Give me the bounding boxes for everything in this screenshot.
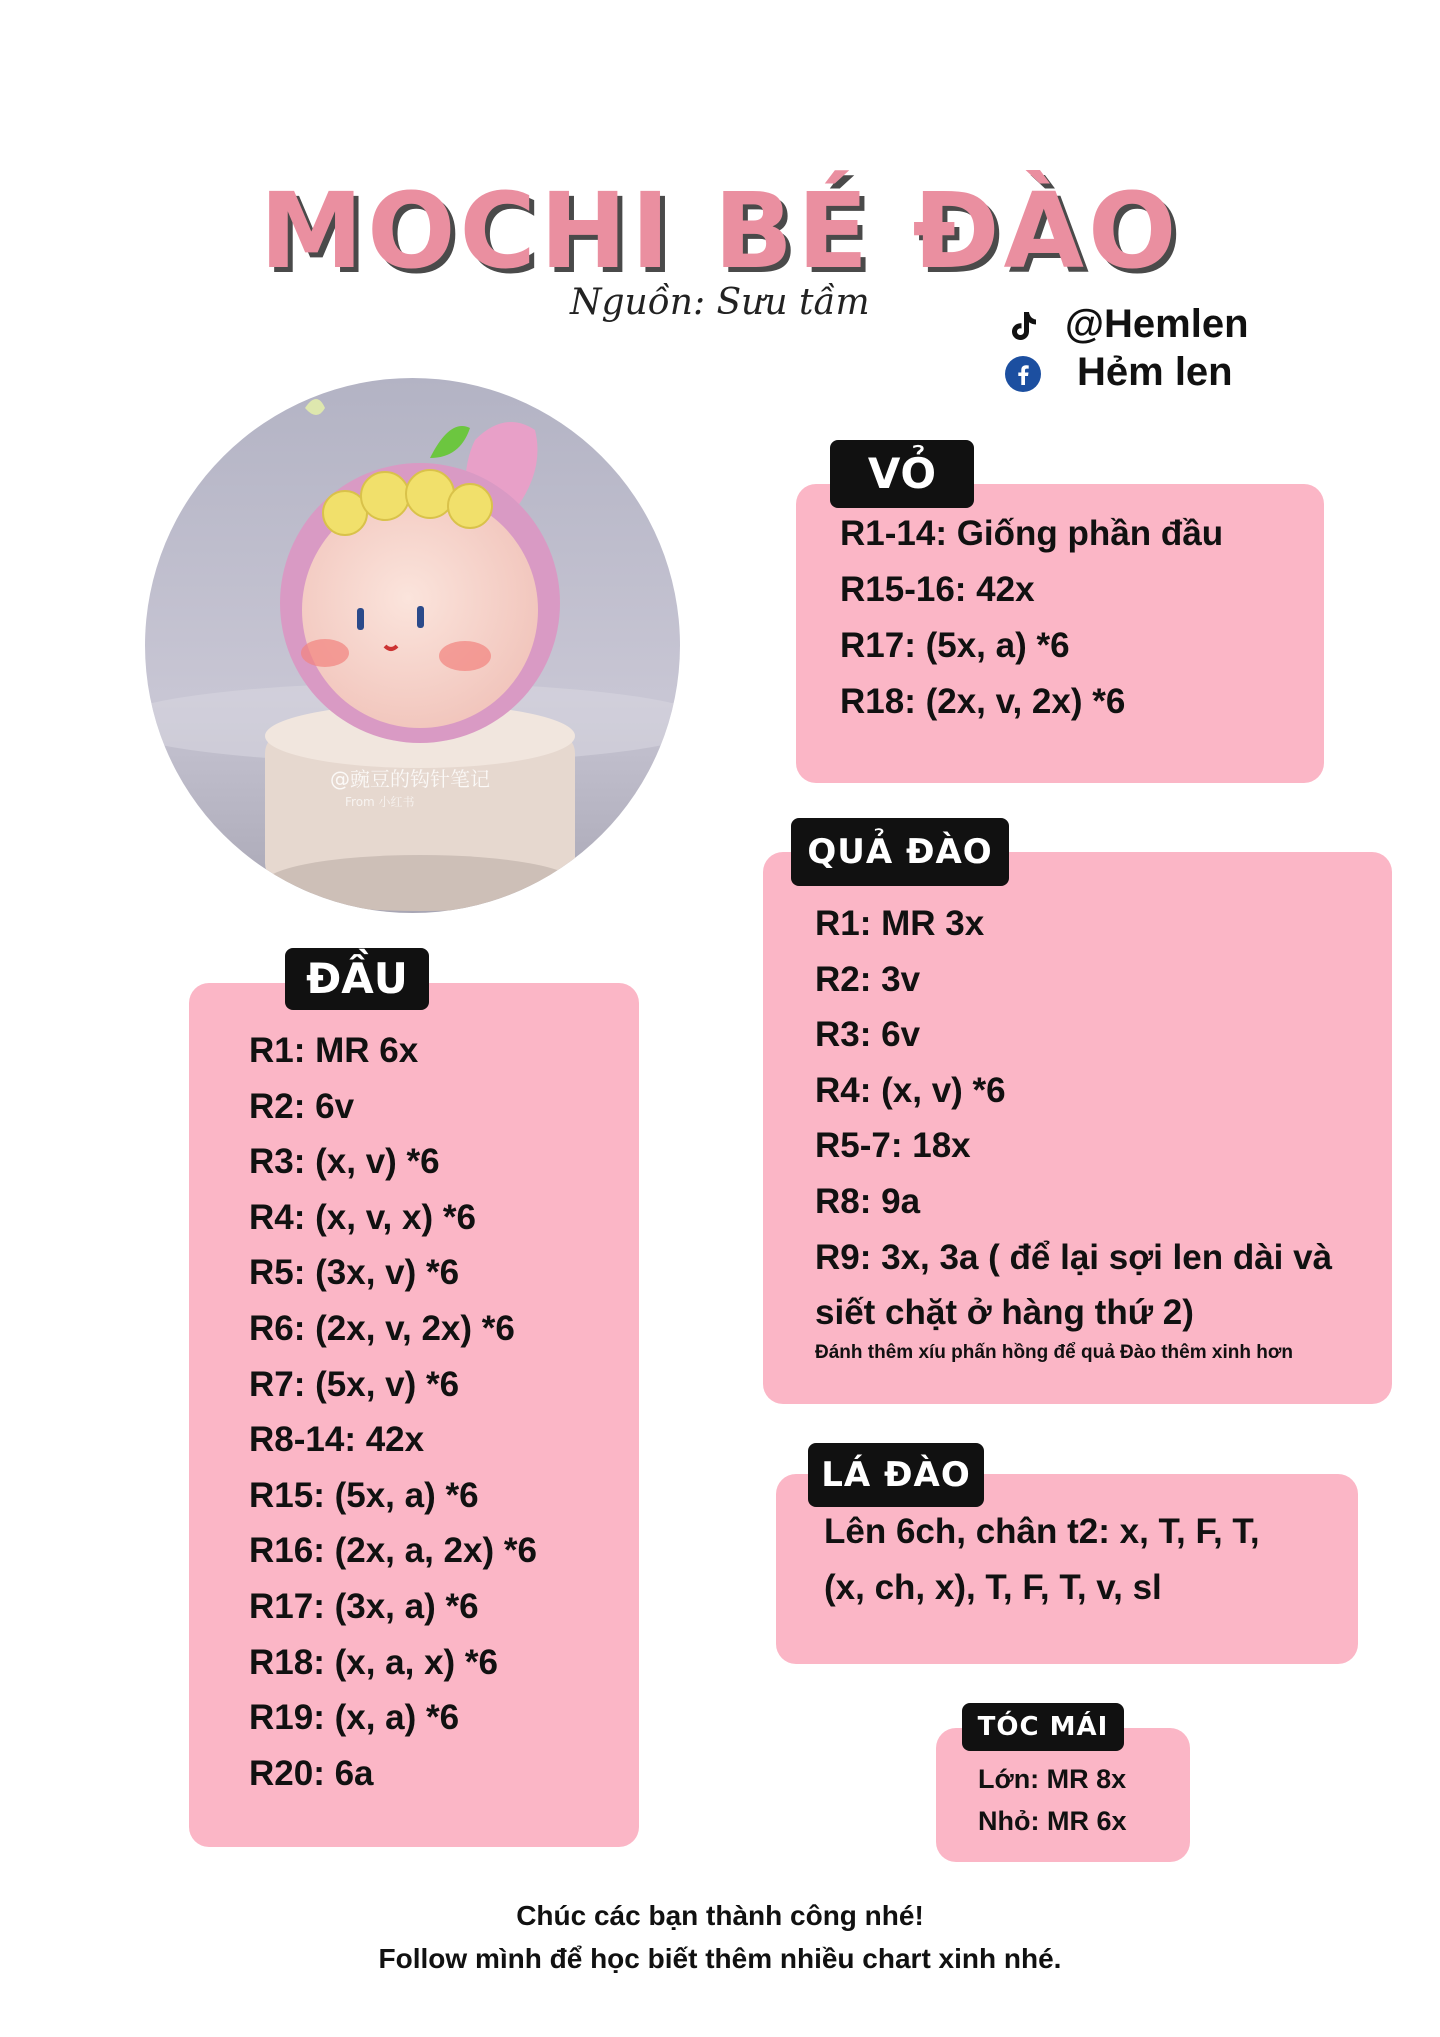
- tiktok-handle: @Hemlen: [1065, 302, 1249, 346]
- dau-line: R19: (x, a) *6: [249, 1698, 460, 1738]
- qua-dao-line: R4: (x, v) *6: [815, 1070, 1006, 1110]
- dau-label: ĐẦU: [285, 948, 429, 1010]
- dau-line: R8-14: 42x: [249, 1420, 425, 1460]
- qua-dao-line: R2: 3v: [815, 959, 921, 999]
- vo-label: VỎ: [830, 440, 974, 508]
- tiktok-icon: [1005, 308, 1041, 344]
- la-dao-line: (x, ch, x), T, F, T, v, sl: [824, 1567, 1162, 1607]
- section-qua-dao: [763, 852, 1392, 1404]
- dau-line: R15: (5x, a) *6: [249, 1475, 479, 1515]
- dau-line: R4: (x, v, x) *6: [249, 1197, 476, 1237]
- toc-mai-lines: [978, 1758, 1127, 1842]
- footer-line-1: Chúc các bạn thành công nhé!: [516, 1900, 924, 1931]
- qua-dao-line: siết chặt ở hàng thứ 2): [815, 1293, 1194, 1333]
- vo-line: R15-16: 42x: [840, 570, 1035, 609]
- footer-line-2: Follow mình để học biết thêm nhiều chart xinh nhé.: [378, 1943, 1062, 1974]
- dau-line: R1: MR 6x: [249, 1031, 419, 1070]
- dau-line: R5: (3x, v) *6: [249, 1253, 460, 1293]
- qua-dao-label: QUẢ ĐÀO: [791, 818, 1009, 886]
- dau-line: R2: 6v: [249, 1086, 355, 1126]
- vo-lines: [840, 506, 1223, 730]
- vo-line: R18: (2x, v, 2x) *6: [840, 682, 1126, 721]
- qua-dao-line: R8: 9a: [815, 1181, 921, 1221]
- photo-watermark: @豌豆的钩针笔记: [330, 767, 490, 791]
- source-credit: Nguồn: Sưu tầm: [570, 282, 870, 323]
- product-photo: [145, 378, 680, 913]
- dau-line: R6: (2x, v, 2x) *6: [249, 1308, 515, 1348]
- dau-line: R3: (x, v) *6: [249, 1142, 440, 1182]
- page-title: MOCHI BÉ ĐÀO: [259, 170, 1181, 292]
- la-dao-line: Lên 6ch, chân t2: x, T, F, T,: [824, 1512, 1260, 1551]
- toc-mai-line: Nhỏ: MR 6x: [978, 1806, 1127, 1836]
- dau-line: R20: 6a: [249, 1753, 374, 1793]
- toc-mai-line: Lớn: MR 8x: [978, 1764, 1127, 1794]
- facebook-name: Hẻm len: [1077, 350, 1233, 394]
- qua-dao-line: R9: 3x, 3a ( để lại sợi len dài và: [815, 1237, 1333, 1277]
- mochi-peach-illustration: [145, 378, 680, 913]
- photo-watermark-sub: From 小红书: [345, 795, 415, 809]
- la-dao-lines: [824, 1504, 1260, 1615]
- section-dau: [189, 983, 639, 1847]
- qua-dao-note: Đánh thêm xíu phấn hồng để quả Đào thêm xinh hơn: [815, 1342, 1293, 1363]
- section-vo: [796, 484, 1324, 783]
- dau-line: R16: (2x, a, 2x) *6: [249, 1531, 537, 1571]
- qua-dao-line: R1: MR 3x: [815, 904, 985, 943]
- dau-line: R17: (3x, a) *6: [249, 1586, 479, 1626]
- toc-mai-label: TÓC MÁI: [962, 1703, 1124, 1751]
- qua-dao-lines: [815, 896, 1332, 1341]
- vo-line: R1-14: Giống phần đầu: [840, 514, 1224, 553]
- facebook-icon: [1005, 356, 1041, 392]
- dau-line: R18: (x, a, x) *6: [249, 1642, 498, 1682]
- qua-dao-line: R3: 6v: [815, 1015, 921, 1055]
- qua-dao-line: R5-7: 18x: [815, 1126, 971, 1166]
- dau-line: R7: (5x, v) *6: [249, 1364, 460, 1404]
- vo-line: R17: (5x, a) *6: [840, 626, 1070, 665]
- la-dao-label: LÁ ĐÀO: [808, 1443, 984, 1507]
- dau-lines: [249, 1023, 537, 1801]
